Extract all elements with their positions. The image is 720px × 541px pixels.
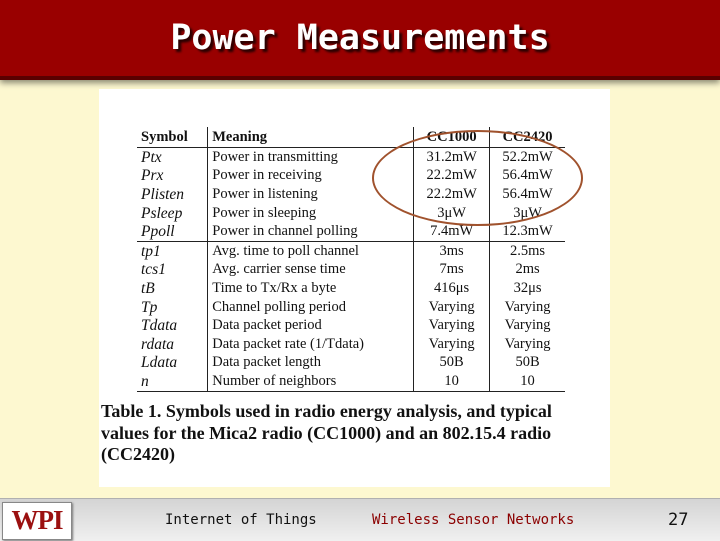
- row-meaning: Channel polling period: [208, 298, 414, 317]
- row-cc2420: 32μs: [513, 279, 542, 296]
- row-cc1000: 7ms: [414, 261, 490, 280]
- row-symbol: tB: [137, 279, 208, 298]
- row-symbol: Ptx: [137, 148, 208, 167]
- header-cc1000: CC1000: [414, 127, 490, 148]
- row-meaning: Number of neighbors: [208, 372, 414, 391]
- row-cc1000: 50B: [414, 354, 490, 373]
- footer-topic: Wireless Sensor Networks: [372, 512, 575, 528]
- row-cc1000: 22.2mW: [414, 167, 490, 186]
- row-cc1000: 3ms: [414, 241, 490, 260]
- logo-text: WPI: [11, 505, 63, 535]
- row-symbol: tcs1: [137, 261, 208, 280]
- footer-bar: [0, 498, 720, 541]
- highlight-ellipse: [372, 130, 583, 226]
- row-meaning: Data packet rate (1/Tdata): [208, 335, 414, 354]
- row-cc2420: 2.5ms: [490, 241, 565, 260]
- row-cc1000: 3μW: [414, 204, 490, 223]
- table-row: [137, 354, 565, 373]
- row-meaning: Data packet length: [208, 354, 414, 373]
- row-symbol: Psleep: [137, 204, 208, 223]
- row-symbol: Ldata: [137, 354, 208, 373]
- table-row: [137, 241, 565, 260]
- row-meaning: Time to Tx/Rx a byte: [208, 279, 414, 298]
- row-cc1000: 31.2mW: [414, 148, 490, 167]
- row-cc2420: 56.4mW: [502, 185, 553, 202]
- row-meaning: Data packet period: [208, 316, 414, 335]
- row-symbol: tp1: [137, 241, 208, 260]
- header-symbol: Symbol: [137, 127, 208, 148]
- slide-title: Power Measurements: [170, 18, 550, 58]
- table-row: [137, 372, 565, 391]
- row-cc2420: 12.3mW: [502, 223, 553, 240]
- row-symbol: rdata: [137, 335, 208, 354]
- row-symbol: Tp: [137, 298, 208, 317]
- row-cc1000: 10: [414, 372, 490, 391]
- row-cc2420: 52.2mW: [502, 148, 553, 165]
- row-cc1000: Varying: [414, 298, 490, 317]
- wpi-logo: [2, 502, 72, 540]
- row-cc1000: Varying: [414, 335, 490, 354]
- row-symbol: Ppoll: [137, 222, 208, 241]
- row-cc2420: 50B: [515, 354, 540, 371]
- footer-course: Internet of Things: [165, 512, 317, 528]
- row-cc1000: Varying: [414, 316, 490, 335]
- row-cc2420: Varying: [504, 317, 551, 334]
- row-cc2420: 3μW: [513, 204, 542, 221]
- row-meaning: Power in transmitting: [208, 148, 414, 167]
- table-row: [137, 261, 565, 280]
- row-meaning: Power in listening: [208, 185, 414, 204]
- row-meaning: Avg. carrier sense time: [208, 261, 414, 280]
- row-cc2420: Varying: [504, 298, 551, 315]
- row-cc2420: 10: [490, 372, 565, 391]
- row-cc1000: 7.4mW: [414, 222, 490, 241]
- row-symbol: n: [137, 372, 208, 391]
- page-number: 27: [668, 510, 689, 530]
- row-symbol: Tdata: [137, 316, 208, 335]
- table-row: [137, 279, 565, 298]
- row-cc1000: 416μs: [414, 279, 490, 298]
- row-meaning: Power in sleeping: [208, 204, 414, 223]
- header-meaning: Meaning: [208, 127, 414, 148]
- row-symbol: Prx: [137, 167, 208, 186]
- row-cc1000: 22.2mW: [414, 185, 490, 204]
- row-cc2420: 2ms: [515, 261, 540, 278]
- table-row: [137, 316, 565, 335]
- row-symbol: Plisten: [137, 185, 208, 204]
- table-row: [137, 298, 565, 317]
- title-bar: [0, 0, 720, 80]
- table-caption: Table 1. Symbols used in radio energy analysis, and typical values for the Mica2 radio (CC1000) and an 802.15.4 radio (CC2420): [101, 401, 552, 464]
- row-meaning: Power in receiving: [208, 167, 414, 186]
- row-meaning: Power in channel polling: [208, 222, 414, 241]
- row-meaning: Avg. time to poll channel: [208, 241, 414, 260]
- header-cc2420: CC2420: [490, 127, 565, 148]
- row-cc2420: Varying: [504, 335, 551, 352]
- table-row: [137, 335, 565, 354]
- table-row: [137, 222, 565, 241]
- row-cc2420: 56.4mW: [502, 167, 553, 184]
